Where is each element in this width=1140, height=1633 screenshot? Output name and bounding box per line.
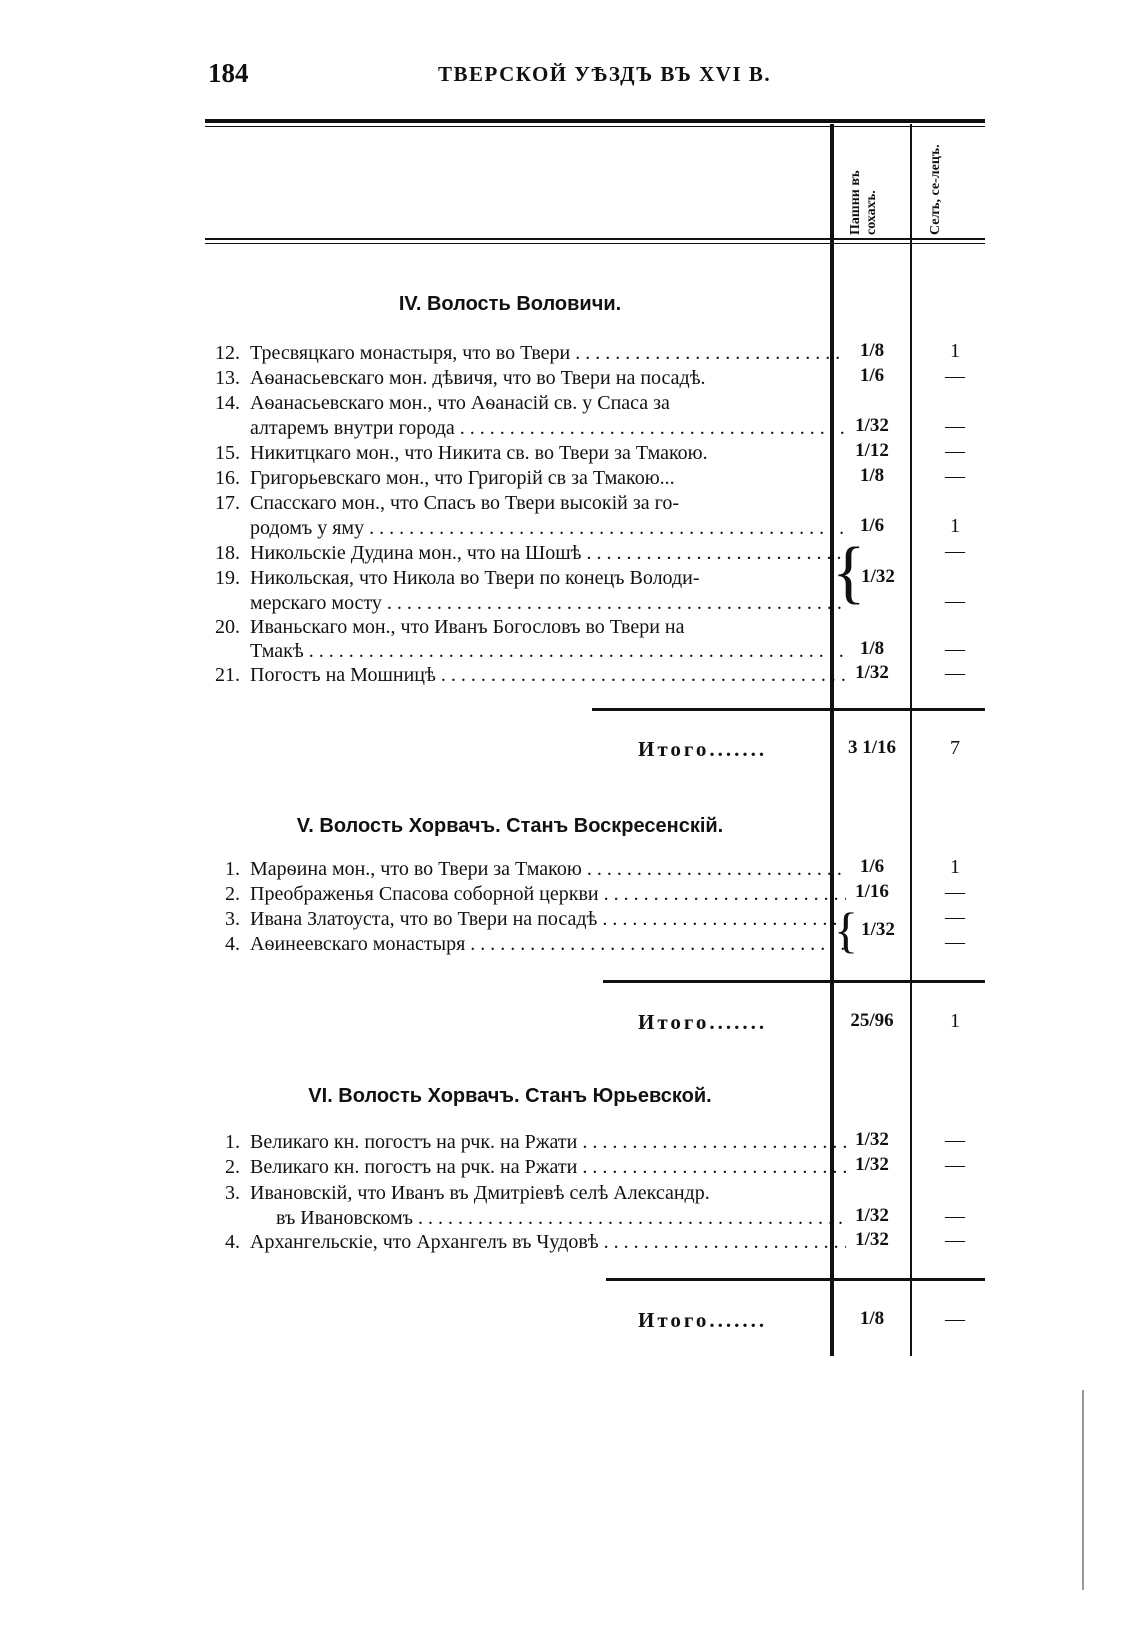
- entry-number: 2.: [225, 1156, 240, 1178]
- table-row: [206, 906, 846, 932]
- ploughland-value: 1/32: [861, 566, 895, 587]
- total-ploughland: 1/8: [859, 1308, 885, 1329]
- entry-text: Ивановскій, что Иванъ въ Дмитріевѣ селѣ Александр.: [250, 1182, 710, 1204]
- village-count: —: [945, 638, 965, 660]
- village-count: —: [945, 440, 965, 462]
- entry-text: Никитцкаго мон., что Никита св. во Твери за Тмакою.: [250, 442, 708, 464]
- village-count: —: [945, 540, 965, 562]
- village-count: —: [945, 1229, 965, 1251]
- entry-number: 12.: [215, 342, 240, 364]
- table-row: [206, 540, 846, 566]
- entry-number: 15.: [215, 442, 240, 464]
- section-title: V. Волость Хорвачъ. Станъ Воскресенскій.: [296, 815, 724, 837]
- section-title: VI. Волость Хорвачъ. Станъ Юрьевской.: [308, 1085, 712, 1107]
- village-count: —: [945, 906, 965, 928]
- entry-text: Великаго кн. погостъ на рчк. на Ржати . . .: [250, 1129, 846, 1155]
- village-count: 1: [950, 856, 960, 878]
- ploughland-value: 1/32: [861, 919, 895, 940]
- entry-number: 20.: [215, 616, 240, 638]
- village-count: —: [945, 931, 965, 953]
- column-header-villages: Селъ, се-лецъ.: [928, 144, 943, 235]
- entry-text: въ Ивановскомъ . . .: [276, 1205, 846, 1231]
- entry-text: Погостъ на Мошницѣ . . .: [250, 662, 846, 688]
- table-row-continuation: [206, 590, 846, 616]
- table-row-continuation: [206, 415, 846, 441]
- entry-number: 17.: [215, 492, 240, 514]
- page-number: 184: [208, 58, 249, 88]
- ploughland-value: 1/6: [859, 365, 885, 386]
- table-row: [206, 440, 846, 466]
- entry-text: Аѳанасьевскаго мон. дѣвичя, что во Твери на посадѣ.: [250, 367, 706, 389]
- ploughland-value: 1/32: [855, 1154, 889, 1175]
- total-villages: 7: [950, 737, 960, 759]
- entry-number: 13.: [215, 367, 240, 389]
- table-row: [206, 390, 846, 416]
- village-count: —: [945, 465, 965, 487]
- entry-text: Тмакѣ . . .: [250, 638, 846, 664]
- total-label: Итого.......: [638, 1308, 768, 1332]
- entry-text: Марѳина мон., что во Твери за Тмакою . . .: [250, 856, 846, 882]
- village-count: —: [945, 590, 965, 612]
- entry-text: Аѳанасьевскаго мон., что Аѳанасій св. у Спаса за: [250, 392, 670, 414]
- table-top-rule-thin: [205, 126, 985, 127]
- entry-text: Григорьевскаго мон., что Григорій св за Тмакою...: [250, 467, 675, 489]
- entry-number: 18.: [215, 542, 240, 564]
- village-count: —: [945, 662, 965, 684]
- village-count: —: [945, 1129, 965, 1151]
- table-row: [206, 614, 846, 640]
- entry-text: Никольская, что Никола во Твери по конецъ Володи-: [250, 567, 700, 589]
- village-count: 1: [950, 515, 960, 537]
- entry-number: 14.: [215, 392, 240, 414]
- column-header-ploughland: Пашни въ сохахъ.: [848, 170, 879, 235]
- ploughland-value: 1/12: [855, 440, 889, 461]
- ploughland-value: 1/32: [855, 662, 889, 683]
- table-row: [206, 881, 846, 907]
- entry-number: 16.: [215, 467, 240, 489]
- entry-number: 19.: [215, 567, 240, 589]
- scan-edge-mark: [1082, 1390, 1084, 1590]
- entry-text: Великаго кн. погостъ на рчк. на Ржати . . .: [250, 1154, 846, 1180]
- total-villages: —: [945, 1308, 965, 1330]
- village-count: 1: [950, 340, 960, 362]
- table-row-continuation: [206, 515, 846, 541]
- ploughland-value: 1/32: [855, 415, 889, 436]
- village-count: —: [945, 881, 965, 903]
- ploughland-value: 1/6: [859, 515, 885, 536]
- column-divider-second: [910, 124, 912, 1356]
- total-label: Итого.......: [638, 737, 768, 761]
- entry-text: алтаремъ внутри города . . .: [250, 415, 846, 441]
- entry-number: 4.: [225, 1231, 240, 1253]
- table-row: [206, 1180, 846, 1206]
- table-row: [206, 365, 846, 391]
- entry-text: Спасскаго мон., что Спасъ во Твери высокій за го-: [250, 492, 680, 514]
- table-row: [206, 1229, 846, 1255]
- entry-number: 3.: [225, 1182, 240, 1204]
- village-count: —: [945, 1154, 965, 1176]
- total-rule: [592, 708, 985, 711]
- total-ploughland: 25/96: [850, 1010, 894, 1031]
- entry-number: 2.: [225, 883, 240, 905]
- table-row: [206, 340, 846, 366]
- ploughland-value: 1/8: [859, 638, 885, 659]
- table-row: [206, 856, 846, 882]
- ploughland-value: 1/6: [859, 856, 885, 877]
- total-villages: 1: [950, 1010, 960, 1032]
- entry-text: мерскаго мосту . . .: [250, 590, 846, 616]
- total-ploughland: 3 1/16: [847, 737, 897, 758]
- entry-text: Тресвяцкаго монастыря, что во Твери . . .: [250, 340, 846, 366]
- entry-number: 1.: [225, 858, 240, 880]
- table-row: [206, 931, 846, 957]
- table-row: [206, 662, 846, 688]
- ploughland-value: 1/8: [859, 465, 885, 486]
- section-title: IV. Волость Воловичи.: [398, 293, 622, 315]
- village-count: —: [945, 415, 965, 437]
- entry-text: Никольскіе Дудина мон., что на Шошѣ . . .: [250, 540, 846, 566]
- table-row-continuation: [206, 638, 846, 664]
- total-rule: [603, 980, 985, 983]
- ploughland-value: 1/16: [855, 881, 889, 902]
- entry-number: 21.: [215, 664, 240, 686]
- brace: {: [832, 534, 866, 611]
- entry-text: Аѳинеевскаго монастыря . . .: [250, 931, 846, 957]
- table-row: [206, 565, 846, 591]
- brace: {: [834, 902, 858, 958]
- entry-number: 3.: [225, 908, 240, 930]
- entry-number: 4.: [225, 933, 240, 955]
- total-label-text: Итого: [638, 1308, 710, 1332]
- entry-text: Архангельскіе, что Архангелъ въ Чудовѣ . . .: [250, 1229, 846, 1255]
- entry-text: Ивана Златоуста, что во Твери на посадѣ . . .: [250, 906, 846, 932]
- village-count: —: [945, 1205, 965, 1227]
- table-row: [206, 490, 846, 516]
- total-label: Итого.......: [638, 1010, 768, 1034]
- entry-text: Преображенья Спасова соборной церкви . . .: [250, 881, 846, 907]
- header-bottom-rule-thin: [205, 243, 985, 244]
- entry-text: Иваньскаго мон., что Иванъ Богословъ во Твери на: [250, 616, 685, 638]
- entry-number: 1.: [225, 1131, 240, 1153]
- table-row: [206, 1154, 846, 1180]
- running-header: ТВЕРСКОЙ УѢЗДЪ ВЪ XVI В.: [438, 62, 772, 86]
- ploughland-value: 1/32: [855, 1205, 889, 1226]
- ploughland-value: 1/32: [855, 1129, 889, 1150]
- table-top-rule: [205, 119, 985, 123]
- entry-text: родомъ у яму . . .: [250, 515, 846, 541]
- total-rule: [606, 1278, 985, 1281]
- total-label-text: Итого: [638, 737, 710, 761]
- table-row-continuation: [206, 1205, 846, 1231]
- ploughland-value: 1/32: [855, 1229, 889, 1250]
- ploughland-value: 1/8: [859, 340, 885, 361]
- table-row: [206, 1129, 846, 1155]
- table-row: [206, 465, 846, 491]
- total-label-text: Итого: [638, 1010, 710, 1034]
- header-bottom-rule: [205, 238, 985, 240]
- village-count: —: [945, 365, 965, 387]
